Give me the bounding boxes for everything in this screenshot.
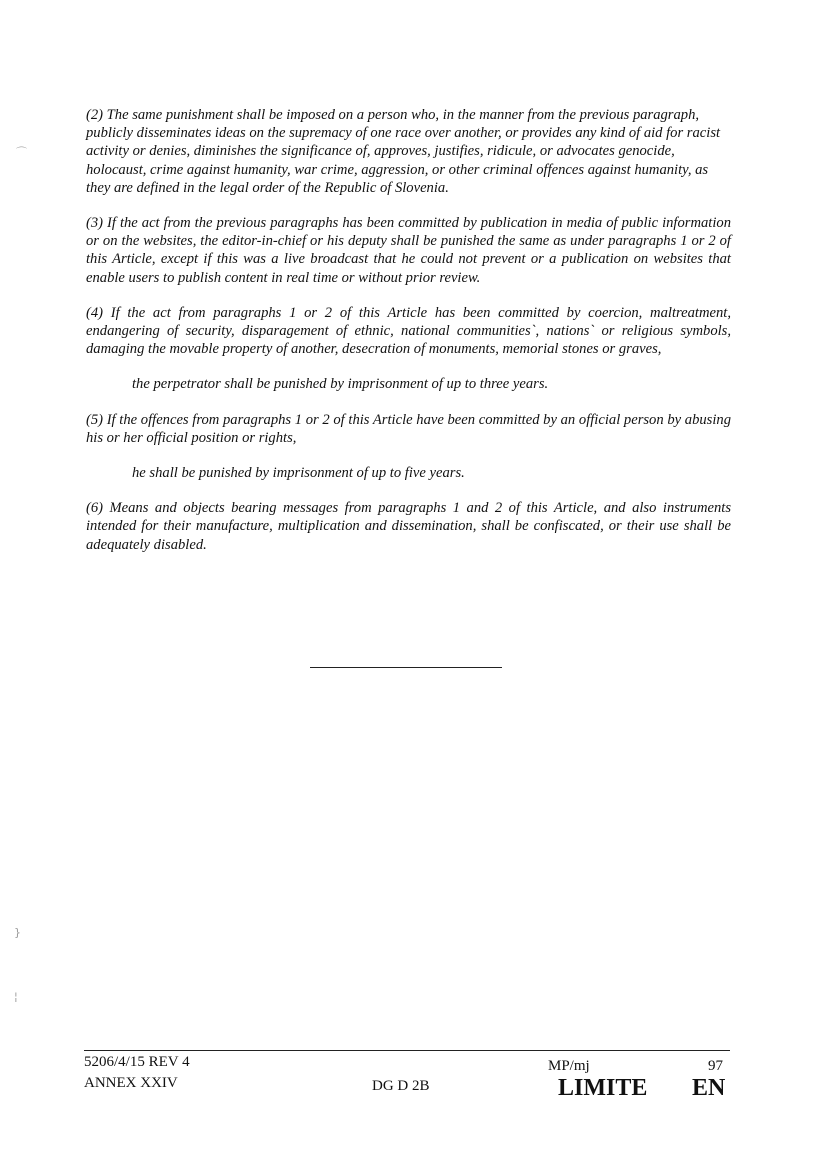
article-body <box>86 106 731 571</box>
footer-rule <box>84 1050 730 1051</box>
footer-page-number: 97 <box>708 1058 723 1074</box>
paragraph-4-sanction: the perpetrator shall be punished by imprisonment of up to three years. <box>132 376 549 393</box>
footer-classification: LIMITE <box>558 1075 648 1101</box>
footer-initials: MP/mj <box>548 1058 590 1074</box>
paragraph-5-sanction: he shall be punished by imprisonment of up to five years. <box>132 465 465 482</box>
footer-language: EN <box>692 1075 726 1101</box>
paragraph-6: (6) Means and objects bearing messages from paragraphs 1 and 2 of this Article, and also instruments intended for their manufacture, multiplication and dissemination, shall be confiscated, or their use shall be adequately disabled. <box>86 500 731 553</box>
paragraph-2: (2) The same punishment shall be imposed on a person who, in the manner from the previous paragraph, publicly disseminates ideas on the supremacy of one race over another, or provides any kind of aid for racist activity or denies, diminishes the significance of, approves, justifies, ridicule, or advocates genocide, holocaust, crime against humanity, war crime, aggression, or other criminal offences against humanity, as they are defined in the legal order of the Republic of Slovenia. <box>86 107 721 196</box>
footer-dg: DG D 2B <box>372 1078 430 1094</box>
scan-artifact-mark: } <box>14 926 21 939</box>
scan-artifact-mark: ¦ <box>14 990 18 1003</box>
end-of-text-divider <box>310 667 502 668</box>
paragraph-5: (5) If the offences from paragraphs 1 or 2 of this Article have been committed by an official person by abusing his or her official position or rights, <box>86 411 731 446</box>
paragraph-3: (3) If the act from the previous paragraphs has been committed by publication in media of public information or on the websites, the editor-in-chief or his deputy shall be punished the same as under paragraphs 1 or 2 of this Article, except if this was a live broadcast that he could not prevent or a publication on websites that enable users to publish content in real time or without prior review. <box>86 215 731 286</box>
footer-annex: ANNEX XXIV <box>84 1075 178 1091</box>
paragraph-4: (4) If the act from paragraphs 1 or 2 of this Article has been committed by coercion, maltreatment, endangering of security, disparagement of ethnic, national communities`, nations` or religious symbols, damaging the movable property of another, desecration of monuments, memorial stones or graves, <box>86 304 731 358</box>
footer-doc-ref: 5206/4/15 REV 4 <box>84 1054 190 1070</box>
scan-artifact-mark: ⌒ <box>16 146 27 159</box>
